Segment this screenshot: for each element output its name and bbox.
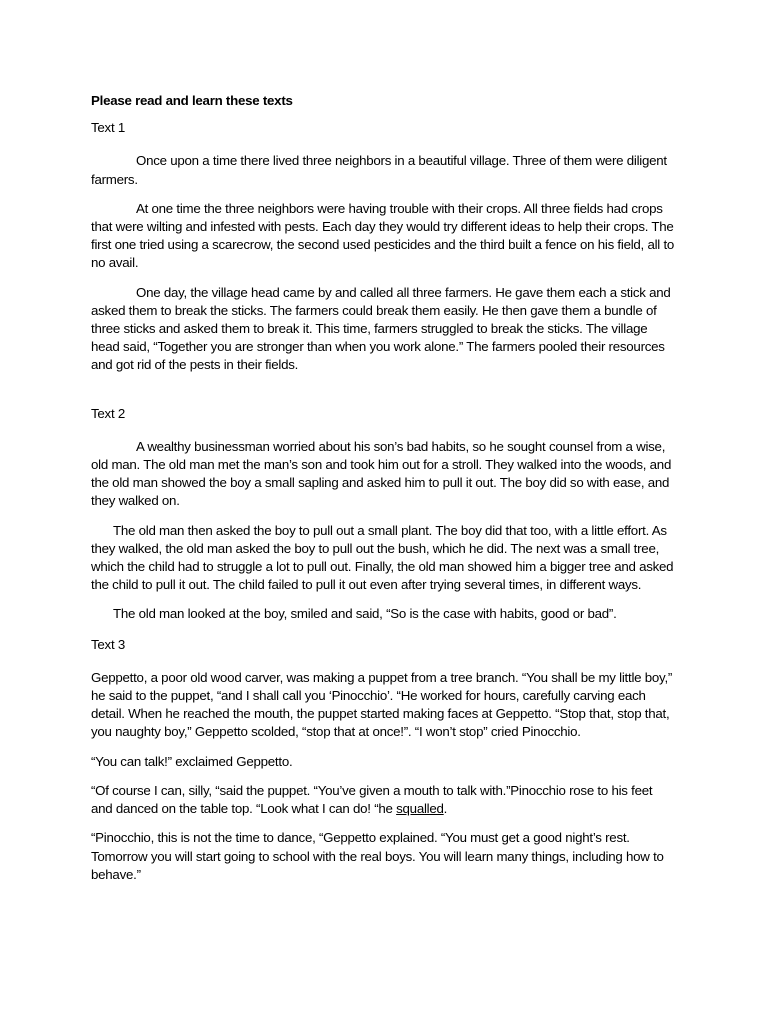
underlined-word: squalled xyxy=(396,801,444,817)
text2-paragraph-2: The old man then asked the boy to pull out a small plant. The boy did that too, with a little effort. As they walked, the old man asked the boy to pull out the bush, which he did. The next was a small tree, which the child had to struggle a lot to pull out. Finally, the old man showed him a bigger tree and asked the child to pull it out. The child failed to pull it out even after trying several times, in different ways. xyxy=(91,522,674,593)
text3-paragraph-3-end: . xyxy=(443,801,448,817)
text2-paragraph-3: The old man looked at the boy, smiled and said, “So is the case with habits, good or bad”. xyxy=(113,606,617,622)
document-heading: Please read and learn these texts xyxy=(91,93,293,108)
text1-paragraph-3: One day, the village head came by and called all three farmers. He gave them each a stick and asked them to break the sticks. The farmers could break them easily. He then gave them a bundle of three sticks and asked them to break it. This time, farmers struggled to break the sticks. The village head said, “Together you are stronger than when you work alone.” The farmers pooled their resources and got rid of the pests in their fields. xyxy=(91,284,671,373)
document-page xyxy=(91,92,676,895)
text3-paragraph-3-start: “Of course I can, silly, “said the puppet. “You’ve given a mouth to talk with.”Pinocchio rose to his feet and danced on the table top. “Look what I can do! “he xyxy=(91,782,653,817)
text3-paragraph-4: “Pinocchio, this is not the time to dance, “Geppetto explained. “You must get a good night’s rest. Tomorrow you will start going to school with the real boys. You will learn many things, including how to behave.” xyxy=(91,830,664,882)
text3-label: Text 3 xyxy=(91,636,125,652)
text2-paragraph-1: A wealthy businessman worried about his son’s bad habits, so he sought counsel from a wise, old man. The old man met the man’s son and took him out for a stroll. They walked into the woods, and the old man showed the boy a small sapling and asked him to pull it out. The boy did so with ease, and they walked on. xyxy=(91,438,672,509)
text3-paragraph-2: “You can talk!” exclaimed Geppetto. xyxy=(91,753,293,769)
text3-paragraph-1: Geppetto, a poor old wood carver, was making a puppet from a tree branch. “You shall be my little boy,” he said to the puppet, “and I shall call you ‘Pinocchio’. “He worked for hours, carefully carving each detail. When he reached the mouth, the puppet started making faces at Geppetto. “Stop that, stop that, you naughty boy,” Geppetto scolded, “stop that at once!”. “I won’t stop” cried Pinocchio. xyxy=(91,669,673,740)
text1-paragraph-2: At one time the three neighbors were having trouble with their crops. All three fields had crops that were wilting and infested with pests. Each day they would try different ideas to help their crops. The first one tried using a scarecrow, the second used pesticides and the third built a fence on his field, all to no avail. xyxy=(91,200,675,271)
text1-label: Text 1 xyxy=(91,120,125,136)
text1-paragraph-1: Once upon a time there lived three neighbors in a beautiful village. Three of them were diligent farmers. xyxy=(91,153,667,187)
text2-label: Text 2 xyxy=(91,405,125,421)
text3-paragraph-3 xyxy=(91,782,676,818)
